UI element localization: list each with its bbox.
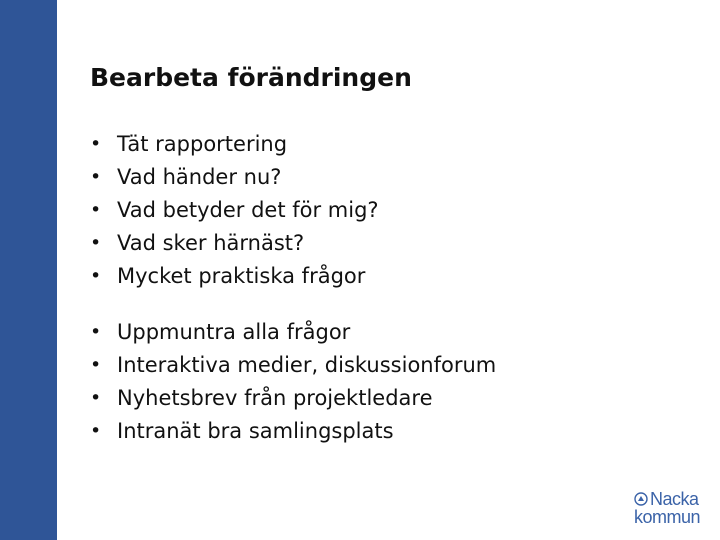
list-item-text: Mycket praktiska frågor [117, 264, 366, 288]
logo-text-line-2: kommun [634, 507, 701, 527]
bullet-icon: • [90, 199, 102, 221]
list-item-text: Interaktiva medier, diskussionforum [117, 353, 497, 377]
list-item-text: Vad händer nu? [117, 165, 282, 189]
side-bar [0, 0, 57, 540]
list-item-text: Vad sker härnäst? [117, 231, 305, 255]
list-item-text: Intranät bra samlingsplats [117, 419, 394, 443]
bullet-icon: • [90, 387, 102, 409]
nacka-kommun-logo [634, 488, 714, 528]
list-item-text: Nyhetsbrev från projektledare [117, 386, 433, 410]
nacka-emblem-icon [634, 492, 648, 506]
bullet-icon: • [90, 420, 102, 442]
list-item-text: Uppmuntra alla frågor [117, 320, 351, 344]
list-item-text: Tät rapportering [117, 132, 288, 156]
bullet-icon: • [90, 354, 102, 376]
bullet-icon: • [90, 232, 102, 254]
logo-text-line-1: Nacka [650, 489, 699, 509]
bullet-icon: • [90, 265, 102, 287]
bullet-icon: • [90, 133, 102, 155]
bullet-icon: • [90, 166, 102, 188]
bullet-icon: • [90, 321, 102, 343]
slide-title: Bearbeta förändringen [90, 63, 412, 92]
list-item-text: Vad betyder det för mig? [117, 198, 379, 222]
